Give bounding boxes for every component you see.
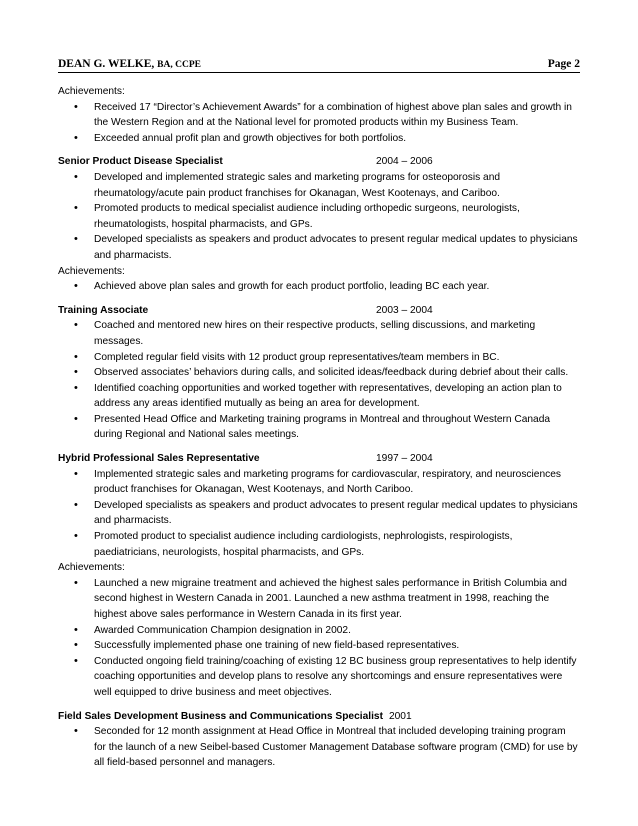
job-dates: 2004 – 2006 [376,156,433,168]
job-section [58,303,580,443]
list-item: • Successfully implemented phase one training of new field-based representatives. [58,638,580,654]
list-item: • Identified coaching opportunities and worked together with representatives, developing an action plan to address any areas identified mutually as being an area for development. [58,381,580,412]
list-item: • Conducted ongoing field training/coaching of existing 12 BC business group representatives to help identify coaching opportunities and develop plans to resolve any shortcomings and ensure representatives were well equipped to drive business and meet objectives. [58,654,580,701]
list-item: • Presented Head Office and Marketing training programs in Montreal and throughout Western Canada during Regional and National sales meetings. [58,412,580,443]
job-heading [58,709,580,725]
list-item: • Promoted products to medical specialist audience including orthopedic surgeons, neurologists, rheumatologists, hospital pharmacists, and GPs. [58,201,580,232]
list-item: • Developed specialists as speakers and product advocates to present regular medical updates to physicians and pharmacists. [58,498,580,529]
list-item: • Developed specialists as speakers and product advocates to present regular medical updates to physicians and pharmacists. [58,232,580,263]
job-section [58,709,580,771]
list-item: • Observed associates’ behaviors during calls, and solicited ideas/feedback during debrief about their calls. [58,365,580,381]
job-title: Hybrid Professional Sales Representative [58,453,260,465]
intro-achievements-list [58,100,580,147]
list-item: • Developed and implemented strategic sales and marketing programs for osteoporosis and rheumatology/acute pain product franchises for Okanagan, West Kootenays, and Cariboo. [58,170,580,201]
header-name-block [58,58,201,70]
job-dates: 2003 – 2004 [376,304,433,316]
job-heading [58,303,580,319]
intro-section [58,84,580,146]
job-duties-list [58,170,580,264]
job-duties-list [58,724,580,771]
job-title: Field Sales Development Business and Communications Specialist [58,710,383,722]
candidate-credentials: BA, CCPE [157,60,201,70]
job-section [58,451,580,701]
page-header [58,58,580,73]
list-item: • Launched a new migraine treatment and achieved the highest sales performance in British Columbia and second highest in Western Canada in 2001. Launched a new asthma treatment in 1998, reaching the highest above sales performance in Western Canada in its first year. [58,576,580,623]
achievements-label: Achievements: [58,562,125,574]
list-item: • Awarded Communication Champion designation in 2002. [58,623,580,639]
job-heading [58,451,580,467]
list-item: • Exceeded annual profit plan and growth objectives for both portfolios. [58,131,580,147]
candidate-name: DEAN G. WELKE, [58,58,155,70]
page-number: Page 2 [547,58,580,70]
list-item: • Promoted product to specialist audience including cardiologists, nephrologists, respirologists, paediatricians, neurologists, hospital pharmacists, and GPs. [58,529,580,560]
job-title: Senior Product Disease Specialist [58,156,223,168]
job-section [58,154,580,294]
achievements-label: Achievements: [58,86,125,97]
job-duties-list [58,318,580,443]
job-dates: 1997 – 2004 [376,453,433,465]
list-item: • Received 17 “Director’s Achievement Awards” for a combination of highest above plan sales and growth in the Western Region and at the National level for promoted products within my Business Team. [58,100,580,131]
job-heading [58,154,580,170]
list-item: • Implemented strategic sales and marketing programs for cardiovascular, respiratory, and neurosciences product franchises for Okanagan, West Kootenays, and North Cariboo. [58,467,580,498]
list-item: • Completed regular field visits with 12 product group representatives/team members in BC. [58,350,580,366]
list-item: • Seconded for 12 month assignment at Head Office in Montreal that included developing training program for the launch of a new Seibel-based Customer Management Database software program (CMD) for use by all field-based personnel and managers. [58,724,580,771]
job-achievements-list [58,576,580,701]
achievements-label: Achievements: [58,265,125,277]
job-achievements-list [58,279,580,295]
job-duties-list [58,467,580,561]
job-title: Training Associate [58,304,149,316]
resume-body [58,84,580,771]
list-item: • Achieved above plan sales and growth for each product portfolio, leading BC each year. [58,279,580,295]
list-item: • Coached and mentored new hires on their respective products, selling discussions, and marketing messages. [58,318,580,349]
job-dates: 2001 [388,710,412,722]
